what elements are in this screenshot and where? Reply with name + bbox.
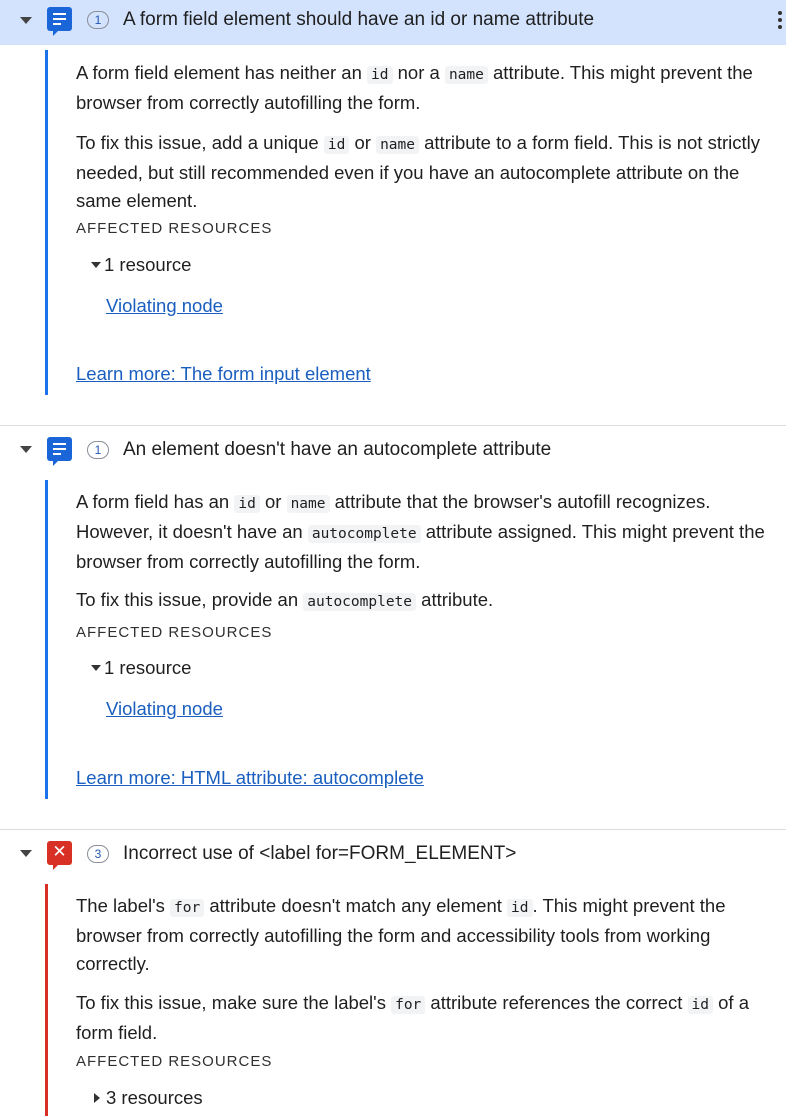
- issue-fix-text: To fix this issue, provide an autocomplete attribute.: [76, 589, 494, 610]
- issue-header-form-field-id-name[interactable]: [0, 0, 786, 45]
- affected-resources-label: AFFECTED RESOURCES: [76, 1053, 273, 1070]
- issue-body-accent-bar: [45, 480, 48, 799]
- learn-more-link[interactable]: Learn more: HTML attribute: autocomplete: [76, 767, 424, 788]
- issue-description: A form field has an id or name attribute that the browser's autofill recognizes. However, it doesn't have an autocomplete attribute assigned. This might prevent the browser from correctly autofilling the form.: [76, 491, 765, 572]
- resources-toggle[interactable]: [91, 657, 191, 679]
- chevron-down-icon[interactable]: [20, 17, 32, 24]
- affected-resources-label: AFFECTED RESOURCES: [76, 220, 273, 237]
- message-info-icon: [47, 437, 72, 461]
- issue-count-badge: 1: [87, 11, 109, 29]
- resources-count-label: 1 resource: [104, 657, 192, 678]
- resources-toggle[interactable]: [91, 1087, 203, 1109]
- triangle-down-icon: [91, 262, 101, 268]
- affected-resources-label: AFFECTED RESOURCES: [76, 624, 273, 641]
- resources-toggle[interactable]: [91, 254, 191, 276]
- violating-node-link[interactable]: Violating node: [106, 295, 223, 316]
- chevron-down-icon[interactable]: [20, 446, 32, 453]
- more-options-icon[interactable]: [777, 9, 783, 31]
- issue-description: The label's for attribute doesn't match any element id . This might prevent the browser from correctly autofilling the form and accessibility tools from working correctly.: [76, 895, 726, 974]
- issue-title: An element doesn't have an autocomplete attribute: [123, 439, 552, 460]
- resources-count-label: 3 resources: [106, 1087, 203, 1108]
- triangle-down-icon: [91, 665, 101, 671]
- issue-count-badge: 1: [87, 441, 109, 459]
- error-x-icon: ✕: [47, 841, 72, 865]
- issue-title: A form field element should have an id or name attribute: [123, 9, 595, 30]
- issue-count-badge: 3: [87, 845, 109, 863]
- message-info-icon: [47, 7, 72, 31]
- resources-count-label: 1 resource: [104, 254, 192, 275]
- issue-body-accent-bar: [45, 884, 48, 1116]
- issue-header-label-for[interactable]: [0, 828, 786, 878]
- learn-more-link[interactable]: Learn more: The form input element: [76, 363, 371, 384]
- issue-description: A form field element has neither an id nor a name attribute. This might prevent the browser from correctly autofilling the form.: [76, 62, 753, 113]
- issue-fix-text: To fix this issue, add a unique id or name attribute to a form field. This is not strictly needed, but still recommended even if you have an autocomplete attribute on the same element.: [76, 132, 760, 211]
- issue-body-accent-bar: [45, 50, 48, 395]
- issue-header-autocomplete[interactable]: [0, 424, 786, 474]
- chevron-down-icon[interactable]: [20, 850, 32, 857]
- triangle-right-icon: [94, 1093, 100, 1103]
- violating-node-link[interactable]: Violating node: [106, 698, 223, 719]
- issue-fix-text: To fix this issue, make sure the label's for attribute references the correct id of a form field.: [76, 992, 749, 1043]
- issue-title: Incorrect use of <label for=FORM_ELEMENT>: [123, 843, 517, 864]
